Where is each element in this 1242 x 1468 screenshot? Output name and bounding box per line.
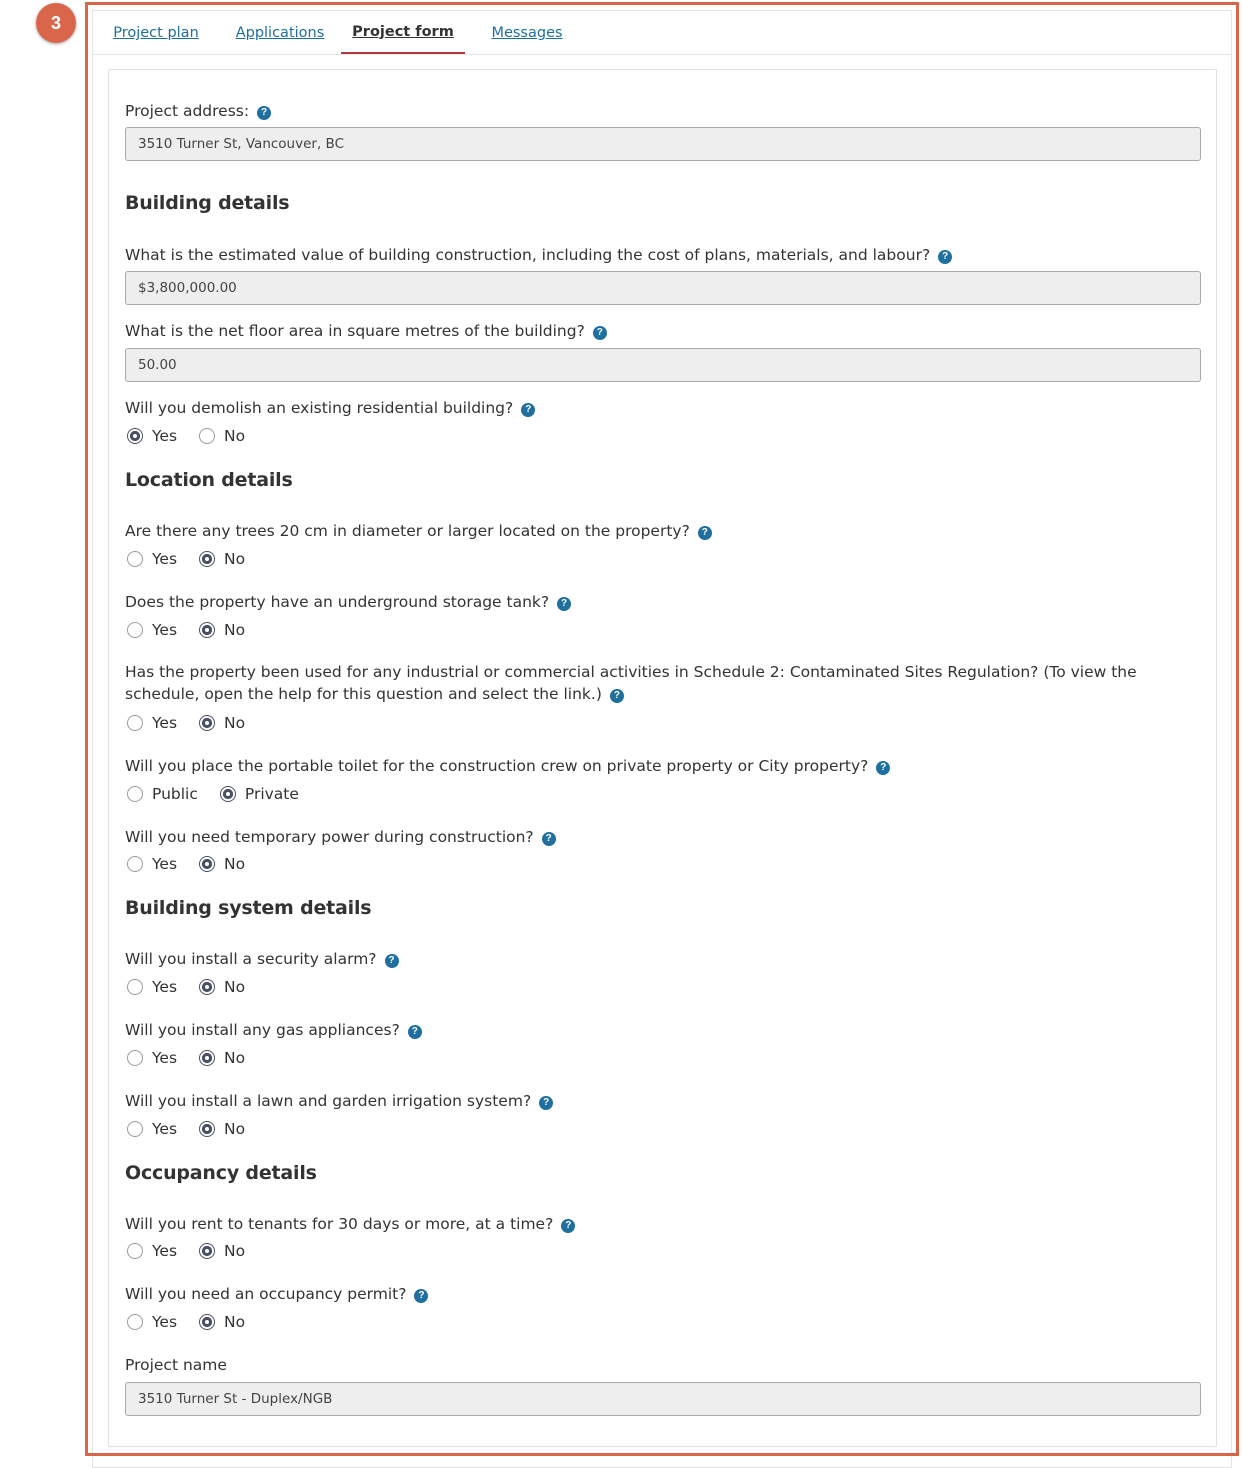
gas-no-radio[interactable]: No [199, 1049, 245, 1067]
permit-yes-radio[interactable]: Yes [127, 1313, 177, 1331]
occupancy-details-heading: Occupancy details [125, 1162, 317, 1184]
storage-tank-label: Does the property have an underground storage tank? ? [125, 591, 571, 613]
building-details-heading: Building details [125, 192, 290, 214]
construction-value-label: What is the estimated value of building construction, including the cost of plans, materials, and labour? ? [125, 244, 952, 266]
help-icon[interactable]: ? [610, 689, 624, 703]
radio-empty-icon[interactable] [127, 1243, 143, 1259]
help-icon[interactable]: ? [257, 106, 271, 120]
project-name-field[interactable] [125, 1382, 1201, 1416]
help-icon[interactable]: ? [876, 761, 890, 775]
project-form [108, 69, 1217, 1447]
radio-selected-icon[interactable] [199, 856, 215, 872]
radio-empty-icon[interactable] [127, 551, 143, 567]
tank-no-radio[interactable]: No [199, 621, 245, 639]
help-icon[interactable]: ? [521, 403, 535, 417]
industrial-yes-radio[interactable]: Yes [127, 714, 177, 732]
tab-bar [93, 11, 589, 55]
help-icon[interactable]: ? [385, 954, 399, 968]
portable-toilet-radio-group [127, 784, 321, 804]
industrial-use-label: Has the property been used for any industrial or commercial activities in Schedule 2: Contaminated Sites Regulation? (To view the schedule, open the help for this question and select the link.) ? [125, 663, 1137, 703]
temporary-power-radio-group [127, 854, 267, 874]
tab-project-plan[interactable]: Project plan [113, 25, 199, 41]
temporary-power-label: Will you need temporary power during construction? ? [125, 826, 556, 848]
construction-value-field[interactable] [125, 271, 1201, 305]
radio-selected-icon[interactable] [199, 551, 215, 567]
building-system-heading: Building system details [125, 897, 372, 919]
help-icon[interactable]: ? [542, 832, 556, 846]
irrigation-no-radio[interactable]: No [199, 1120, 245, 1138]
project-address-label: Project address: ? [125, 100, 271, 122]
toilet-public-radio[interactable]: Public [127, 785, 198, 803]
irrigation-radio-group [127, 1119, 267, 1139]
project-panel [92, 10, 1232, 1468]
trees-radio-group [127, 549, 267, 569]
security-alarm-radio-group [127, 977, 267, 997]
tab-messages[interactable]: Messages [491, 25, 563, 41]
storage-tank-radio-group [127, 620, 267, 640]
occupancy-permit-label: Will you need an occupancy permit? ? [125, 1283, 428, 1305]
radio-empty-icon[interactable] [127, 1050, 143, 1066]
demolish-radio-group [127, 426, 267, 446]
floor-area-label: What is the net floor area in square metres of the building? ? [125, 320, 607, 342]
trees-label: Are there any trees 20 cm in diameter or larger located on the property? ? [125, 520, 712, 542]
permit-no-radio[interactable]: No [199, 1313, 245, 1331]
radio-empty-icon[interactable] [127, 856, 143, 872]
radio-selected-icon[interactable] [199, 622, 215, 638]
step-badge: 3 [36, 3, 76, 43]
radio-empty-icon[interactable] [199, 428, 215, 444]
occupancy-permit-radio-group [127, 1312, 267, 1332]
demolish-label: Will you demolish an existing residential building? ? [125, 397, 535, 419]
help-icon[interactable]: ? [414, 1289, 428, 1303]
help-icon[interactable]: ? [938, 250, 952, 264]
floor-area-field[interactable] [125, 348, 1201, 382]
help-icon[interactable]: ? [557, 597, 571, 611]
radio-selected-icon[interactable] [127, 428, 143, 444]
radio-empty-icon[interactable] [127, 786, 143, 802]
rent-no-radio[interactable]: No [199, 1242, 245, 1260]
tab-divider [93, 54, 1231, 55]
portable-toilet-label: Will you place the portable toilet for the construction crew on private property or City property? ? [125, 755, 890, 777]
industrial-no-radio[interactable]: No [199, 714, 245, 732]
power-yes-radio[interactable]: Yes [127, 855, 177, 873]
alarm-no-radio[interactable]: No [199, 978, 245, 996]
radio-selected-icon[interactable] [199, 715, 215, 731]
rent-tenants-label: Will you rent to tenants for 30 days or more, at a time? ? [125, 1213, 575, 1235]
irrigation-label: Will you install a lawn and garden irrigation system? ? [125, 1090, 553, 1112]
help-icon[interactable]: ? [698, 526, 712, 540]
help-icon[interactable]: ? [408, 1025, 422, 1039]
radio-empty-icon[interactable] [127, 1314, 143, 1330]
rent-tenants-radio-group [127, 1241, 267, 1261]
gas-appliances-radio-group [127, 1048, 267, 1068]
demolish-no-radio[interactable]: No [199, 427, 245, 445]
radio-selected-icon[interactable] [199, 1050, 215, 1066]
radio-selected-icon[interactable] [199, 1243, 215, 1259]
security-alarm-label: Will you install a security alarm? ? [125, 948, 399, 970]
radio-selected-icon[interactable] [220, 786, 236, 802]
tab-project-form[interactable]: Project form [341, 11, 465, 55]
radio-selected-icon[interactable] [199, 979, 215, 995]
radio-empty-icon[interactable] [127, 1121, 143, 1137]
tab-applications[interactable]: Applications [235, 25, 325, 41]
gas-appliances-label: Will you install any gas appliances? ? [125, 1019, 422, 1041]
alarm-yes-radio[interactable]: Yes [127, 978, 177, 996]
radio-empty-icon[interactable] [127, 622, 143, 638]
rent-yes-radio[interactable]: Yes [127, 1242, 177, 1260]
industrial-use-radio-group [127, 713, 267, 733]
help-icon[interactable]: ? [593, 326, 607, 340]
gas-yes-radio[interactable]: Yes [127, 1049, 177, 1067]
trees-no-radio[interactable]: No [199, 550, 245, 568]
radio-selected-icon[interactable] [199, 1121, 215, 1137]
toilet-private-radio[interactable]: Private [220, 785, 299, 803]
irrigation-yes-radio[interactable]: Yes [127, 1120, 177, 1138]
radio-empty-icon[interactable] [127, 715, 143, 731]
power-no-radio[interactable]: No [199, 855, 245, 873]
help-icon[interactable]: ? [539, 1096, 553, 1110]
help-icon[interactable]: ? [561, 1219, 575, 1233]
trees-yes-radio[interactable]: Yes [127, 550, 177, 568]
location-details-heading: Location details [125, 469, 293, 491]
project-name-label: Project name [125, 1356, 227, 1374]
demolish-yes-radio[interactable]: Yes [127, 427, 177, 445]
tank-yes-radio[interactable]: Yes [127, 621, 177, 639]
radio-empty-icon[interactable] [127, 979, 143, 995]
radio-selected-icon[interactable] [199, 1314, 215, 1330]
project-address-field[interactable] [125, 127, 1201, 161]
